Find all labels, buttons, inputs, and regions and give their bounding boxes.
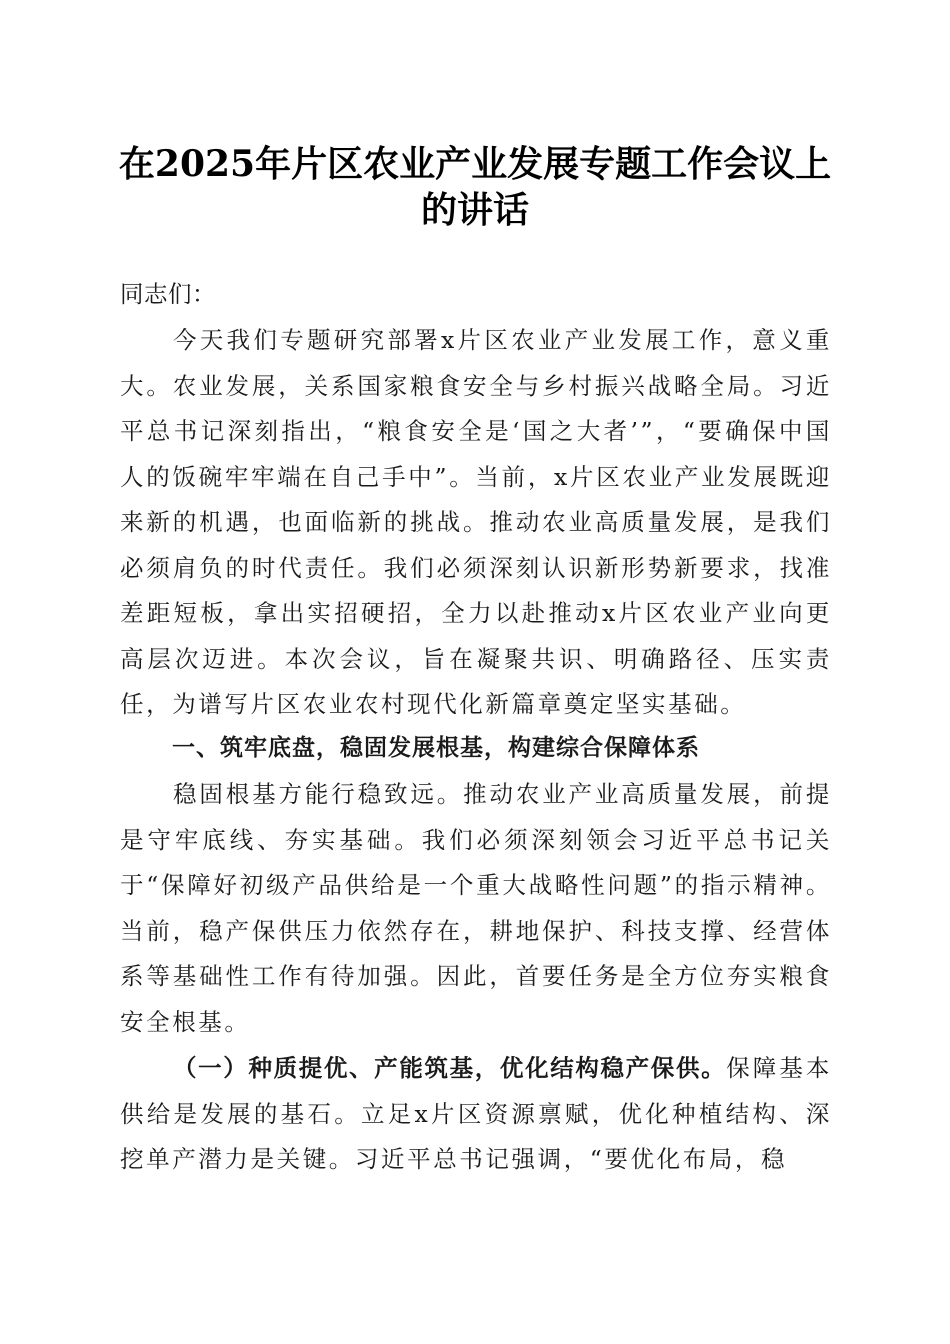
document-title-line-2: 的讲话 — [420, 189, 529, 231]
subsection-1-text: 保障基本供给是发展的基石。立足x片区资源禀赋，优化种植结构、深挖单产潜力是关键。习近平总书记强调，“要优化布局，稳 — [120, 1054, 832, 1173]
salutation: 同志们： — [120, 280, 216, 308]
document-title-line-1: 在2025年片区农业产业发展专题工作会议上 — [118, 143, 832, 185]
section-1-heading: 一、筑牢底盘，稳固发展根基，构建综合保障体系 — [172, 735, 700, 761]
subsection-1-heading: （一）种质提优、产能筑基，优化结构稳产保供。 — [173, 1054, 727, 1082]
intro-paragraph: 今天我们专题研究部署x片区农业产业发展工作，意义重大。农业发展，关系国家粮食安全与乡村振兴战略全局。习近平总书记深刻指出，“粮食安全是‘国之大者’”，“要确保中国人的饭碗牢牢端在自己手中”。当前，x片区农业产业发展既迎来新的机遇，也面临新的挑战。推动农业高质量发展，是我们必须肩负的时代责任。我们必须深刻认识新形势新要求，找准差距短板，拿出实招硬招，全力以赴推动x片区农业产业向更高层次迈进。本次会议，旨在凝聚共识、明确路径、压实责任，为谱写片区农业农村现代化新篇章奠定坚实基础。 — [120, 326, 832, 718]
section-1-paragraph: 稳固根基方能行稳致远。推动农业产业高质量发展，前提是守牢底线、夯实基础。我们必须深刻领会习近平总书记关于“保障好初级产品供给是一个重大战略性问题”的指示精神。当前，稳产保供压力依然存在，耕地保护、科技支撑、经营体系等基础性工作有待加强。因此，首要任务是全方位夯实粮食安全根基。 — [120, 780, 832, 1036]
subsection-1-paragraph — [120, 1046, 832, 1183]
